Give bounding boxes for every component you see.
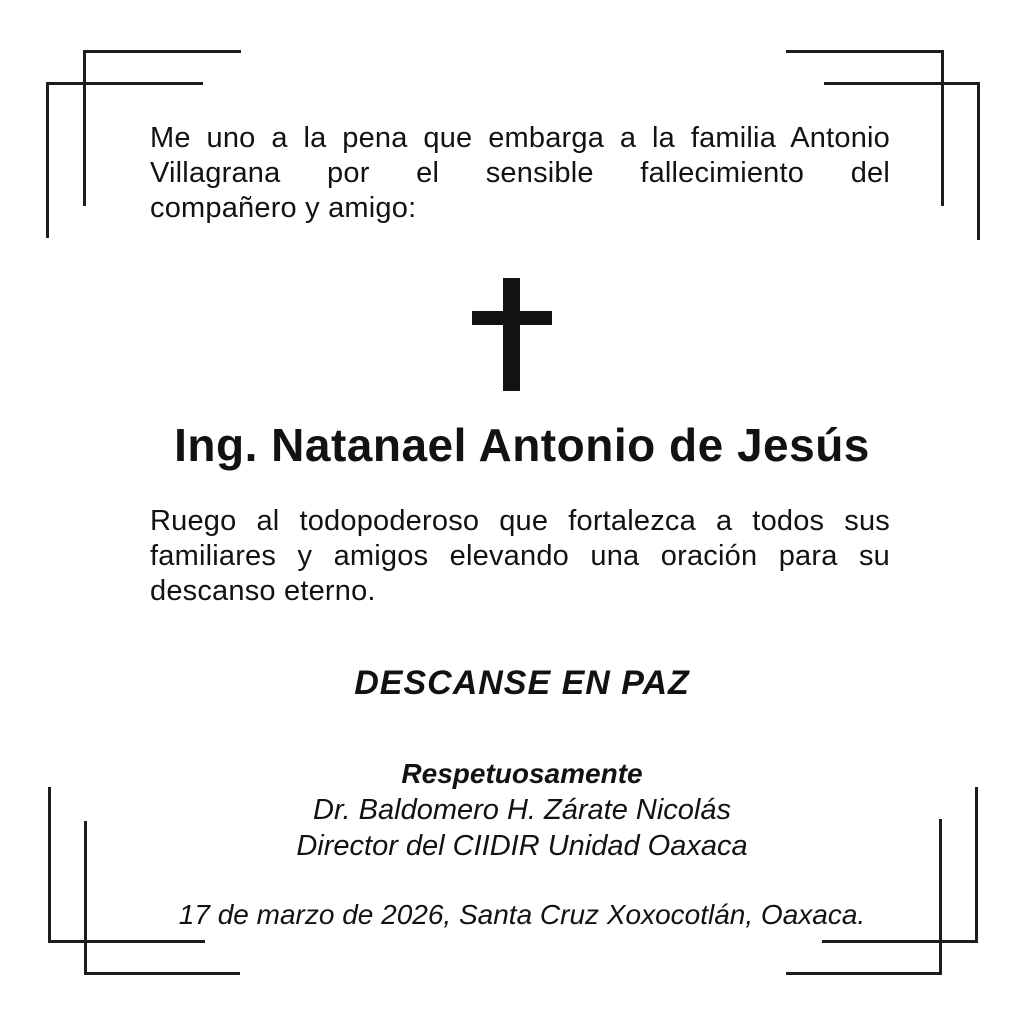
prayer-paragraph [150,504,890,609]
cross-horizontal-bar [472,311,552,325]
prayer-line: Ruego al todopoderoso que fortalezca a todos sus [150,505,890,537]
prayer-line: descanso eterno. [150,575,376,607]
prayer-line: familiares y amigos elevando una oración para su [150,540,890,572]
signature-block [20,756,1024,864]
intro-line: Villagrana por el sensible fallecimiento del [150,157,890,189]
cross-vertical-bar [503,278,520,391]
signer-title: Director del CIIDIR Unidad Oaxaca [296,830,748,862]
signature-salutation: Respetuosamente [401,758,643,789]
rest-in-peace-text: DESCANSE EN PAZ [354,664,690,702]
intro-line: Me uno a la pena que embarga a la familia Antonio [150,122,890,154]
latin-cross-icon [470,278,554,391]
intro-line: compañero y amigo: [150,192,417,224]
deceased-name-heading: Ing. Natanael Antonio de Jesús [174,419,870,471]
intro-paragraph [150,121,890,226]
signer-name: Dr. Baldomero H. Zárate Nicolás [313,794,731,826]
date-place-line: 17 de marzo de 2026, Santa Cruz Xoxocotlán, Oaxaca. [178,899,866,930]
